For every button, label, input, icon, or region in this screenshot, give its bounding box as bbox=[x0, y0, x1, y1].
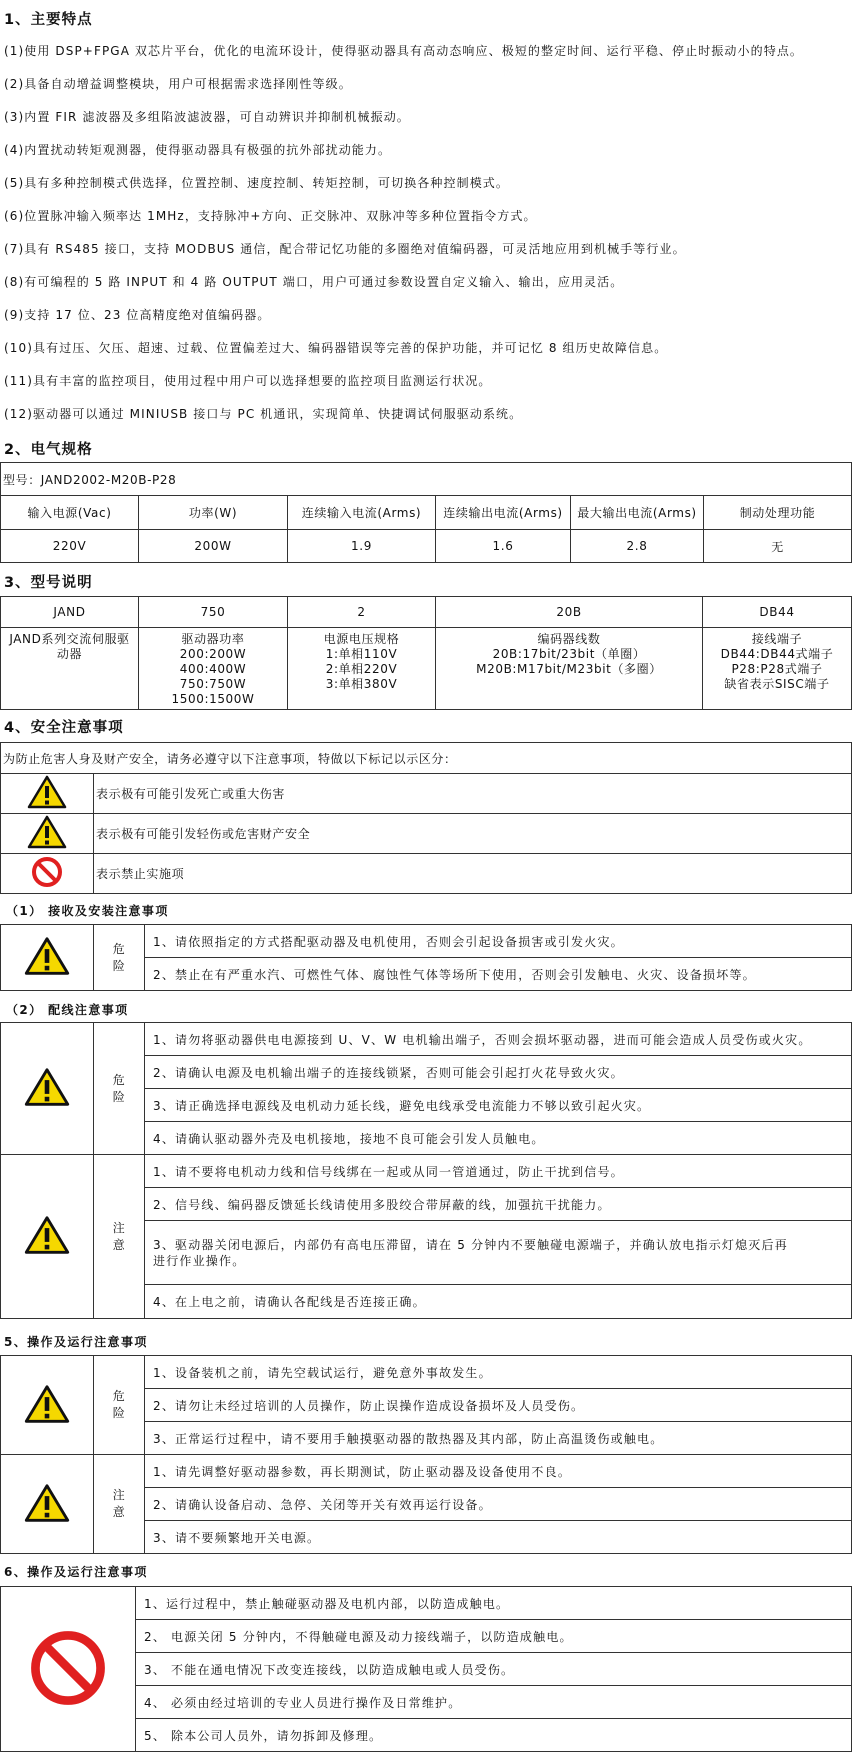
prohibited-actions-table bbox=[0, 1586, 852, 1752]
model-number: 型号：JAND2002-M20B-P28 bbox=[1, 463, 852, 496]
prohibited-item: 5、 除本公司人员外，请勿拆卸及修理。 bbox=[136, 1719, 852, 1752]
feature-item: (6)位置脉冲输入频率达 1MHz，支持脉冲+方向、正交脉冲、双脉冲等多种位置指令方式。 bbox=[4, 209, 537, 223]
safety-legend-table bbox=[0, 742, 852, 894]
caution-item: 3、驱动器关闭电源后，内部仍有高电压滞留，请在 5 分钟内不要触碰电源端子，并确认放电指示灯熄灭后再进行作业操作。 bbox=[145, 1221, 852, 1285]
caution-item: 2、禁止在有严重水汽、可燃性气体、腐蚀性气体等场所下使用，否则会引发触电、火灾、设备损坏等。 bbox=[145, 958, 852, 991]
section-3-title: 3、型号说明 bbox=[4, 575, 93, 591]
wiring-caution-table bbox=[0, 1022, 852, 1319]
danger-warning-icon bbox=[1, 774, 94, 814]
receiving-caution-table bbox=[0, 924, 852, 991]
spec-value: 1.6 bbox=[436, 530, 571, 563]
feature-item: (12)驱动器可以通过 MINIUSB 接口与 PC 机通讯，实现简单、快捷调试伺服驱动系统。 bbox=[4, 407, 523, 421]
model-code: 750 bbox=[139, 597, 288, 628]
caution-item: 1、请不要将电机动力线和信号线绑在一起或从同一管道通过，防止干扰到信号。 bbox=[145, 1155, 852, 1188]
danger-label: 危 险 bbox=[94, 925, 145, 991]
feature-item: (10)具有过压、欠压、超速、过载、位置偏差过大、编码器错误等完善的保护功能，并可记忆 8 组历史故障信息。 bbox=[4, 341, 668, 355]
spec-header: 制动处理功能 bbox=[704, 496, 852, 530]
legend-text: 表示禁止实施项 bbox=[94, 854, 852, 894]
caution-item: 2、请确认电源及电机输出端子的连接线锁紧，否则可能会引起打火花导致火灾。 bbox=[145, 1056, 852, 1089]
caution-label: 注 意 bbox=[94, 1155, 145, 1319]
safety-intro: 为防止危害人身及财产安全，请务必遵守以下注意事项，特做以下标记以示区分： bbox=[1, 743, 852, 774]
spec-value: 200W bbox=[139, 530, 288, 563]
prohibited-item: 1、运行过程中，禁止触碰驱动器及电机内部，以防造成触电。 bbox=[136, 1587, 852, 1620]
model-code-desc: 接线端子 DB44:DB44式端子 P28:P28式端子 缺省表示SISC端子 bbox=[703, 628, 852, 710]
prohibited-item: 4、 必须由经过培训的专业人员进行操作及日常维护。 bbox=[136, 1686, 852, 1719]
spec-header: 输入电源(Vac) bbox=[1, 496, 139, 530]
feature-item: (11)具有丰富的监控项目，使用过程中用户可以选择想要的监控项目监测运行状况。 bbox=[4, 374, 492, 388]
section-6-title: 6、操作及运行注意事项 bbox=[4, 1565, 148, 1579]
feature-item: (3)内置 FIR 滤波器及多组陷波滤波器，可自动辨识并抑制机械振动。 bbox=[4, 110, 410, 124]
model-code-desc: 编码器线数 20B:17bit/23bit（单圈） M20B:M17bit/M23bit（多圈） bbox=[436, 628, 703, 710]
danger-label: 危 险 bbox=[94, 1356, 145, 1455]
warning-icon bbox=[1, 1155, 94, 1319]
legend-text: 表示极有可能引发轻伤或危害财产安全 bbox=[94, 814, 852, 854]
spec-value: 2.8 bbox=[571, 530, 704, 563]
model-code: JAND bbox=[1, 597, 139, 628]
subsection-receiving-title: （1） 接收及安装注意事项 bbox=[6, 904, 169, 918]
warning-icon bbox=[1, 1356, 94, 1455]
feature-item: (4)内置扰动转矩观测器，使得驱动器具有极强的抗外部扰动能力。 bbox=[4, 143, 392, 157]
model-code: 2 bbox=[288, 597, 436, 628]
caution-item: 3、请不要频繁地开关电源。 bbox=[145, 1521, 852, 1554]
spec-header: 连续输出电流(Arms) bbox=[436, 496, 571, 530]
feature-item: (9)支持 17 位、23 位高精度绝对值编码器。 bbox=[4, 308, 271, 322]
feature-item: (1)使用 DSP+FPGA 双芯片平台，优化的电流环设计，使得驱动器具有高动态响应、极短的整定时间、运行平稳、停止时振动小的特点。 bbox=[4, 44, 804, 58]
caution-item: 3、请正确选择电源线及电机动力延长线，避免电线承受电流能力不够以致引起火灾。 bbox=[145, 1089, 852, 1122]
feature-item: (8)有可编程的 5 路 INPUT 和 4 路 OUTPUT 端口，用户可通过参数设置自定义输入、输出，应用灵活。 bbox=[4, 275, 624, 289]
section-4-title: 4、安全注意事项 bbox=[4, 720, 124, 736]
feature-item: (5)具有多种控制模式供选择，位置控制、速度控制、转矩控制，可切换各种控制模式。 bbox=[4, 176, 510, 190]
feature-item: (2)具备自动增益调整模块，用户可根据需求选择刚性等级。 bbox=[4, 77, 352, 91]
spec-header: 连续输入电流(Arms) bbox=[288, 496, 436, 530]
subsection-wiring-title: （2） 配线注意事项 bbox=[6, 1003, 129, 1017]
caution-item: 1、请勿将驱动器供电电源接到 U、V、W 电机输出端子，否则会损坏驱动器，进而可能会造成人员受伤或火灾。 bbox=[145, 1023, 852, 1056]
warning-icon bbox=[1, 1023, 94, 1155]
caution-warning-icon bbox=[1, 814, 94, 854]
spec-value: 220V bbox=[1, 530, 139, 563]
prohibit-icon bbox=[1, 854, 94, 894]
caution-item: 1、设备装机之前，请先空载试运行，避免意外事故发生。 bbox=[145, 1356, 852, 1389]
model-code-desc: 电源电压规格 1:单相110V 2:单相220V 3:单相380V bbox=[288, 628, 436, 710]
spec-header: 最大输出电流(Arms) bbox=[571, 496, 704, 530]
electrical-spec-table bbox=[0, 462, 852, 563]
feature-item: (7)具有 RS485 接口，支持 MODBUS 通信，配合带记忆功能的多圈绝对值编码器，可灵活地应用到机械手等行业。 bbox=[4, 242, 686, 256]
caution-item: 2、请勿让未经过培训的人员操作，防止误操作造成设备损坏及人员受伤。 bbox=[145, 1389, 852, 1422]
warning-icon bbox=[1, 1455, 94, 1554]
caution-item: 4、请确认驱动器外壳及电机接地，接地不良可能会引发人员触电。 bbox=[145, 1122, 852, 1155]
model-code-table bbox=[0, 596, 852, 710]
caution-item: 3、正常运行过程中，请不要用手触摸驱动器的散热器及其内部，防止高温烫伤或触电。 bbox=[145, 1422, 852, 1455]
warning-icon bbox=[1, 925, 94, 991]
prohibited-item: 3、 不能在通电情况下改变连接线，以防造成触电或人员受伤。 bbox=[136, 1653, 852, 1686]
model-code: 20B bbox=[436, 597, 703, 628]
caution-item: 1、请先调整好驱动器参数，再长期测试，防止驱动器及设备使用不良。 bbox=[145, 1455, 852, 1488]
spec-header: 功率(W) bbox=[139, 496, 288, 530]
model-code-desc: 驱动器功率 200:200W 400:400W 750:750W 1500:1500W bbox=[139, 628, 288, 710]
section-2-title: 2、电气规格 bbox=[4, 442, 93, 458]
spec-value: 无 bbox=[704, 530, 852, 563]
section-1-title: 1、主要特点 bbox=[4, 12, 93, 28]
caution-item: 4、在上电之前，请确认各配线是否连接正确。 bbox=[145, 1285, 852, 1319]
danger-label: 危 险 bbox=[94, 1023, 145, 1155]
model-code: DB44 bbox=[703, 597, 852, 628]
spec-value: 1.9 bbox=[288, 530, 436, 563]
model-code-desc: JAND系列交流伺服驱动器 bbox=[1, 628, 139, 710]
operation-caution-table bbox=[0, 1355, 852, 1554]
section-5-title: 5、操作及运行注意事项 bbox=[4, 1335, 148, 1349]
prohibit-icon bbox=[1, 1587, 136, 1752]
caution-item: 1、请依照指定的方式搭配驱动器及电机使用，否则会引起设备损害或引发火灾。 bbox=[145, 925, 852, 958]
caution-item: 2、信号线、编码器反馈延长线请使用多股绞合带屏蔽的线，加强抗干扰能力。 bbox=[145, 1188, 852, 1221]
caution-item: 2、请确认设备启动、急停、关闭等开关有效再运行设备。 bbox=[145, 1488, 852, 1521]
legend-text: 表示极有可能引发死亡或重大伤害 bbox=[94, 774, 852, 814]
caution-label: 注 意 bbox=[94, 1455, 145, 1554]
prohibited-item: 2、 电源关闭 5 分钟内，不得触碰电源及动力接线端子，以防造成触电。 bbox=[136, 1620, 852, 1653]
